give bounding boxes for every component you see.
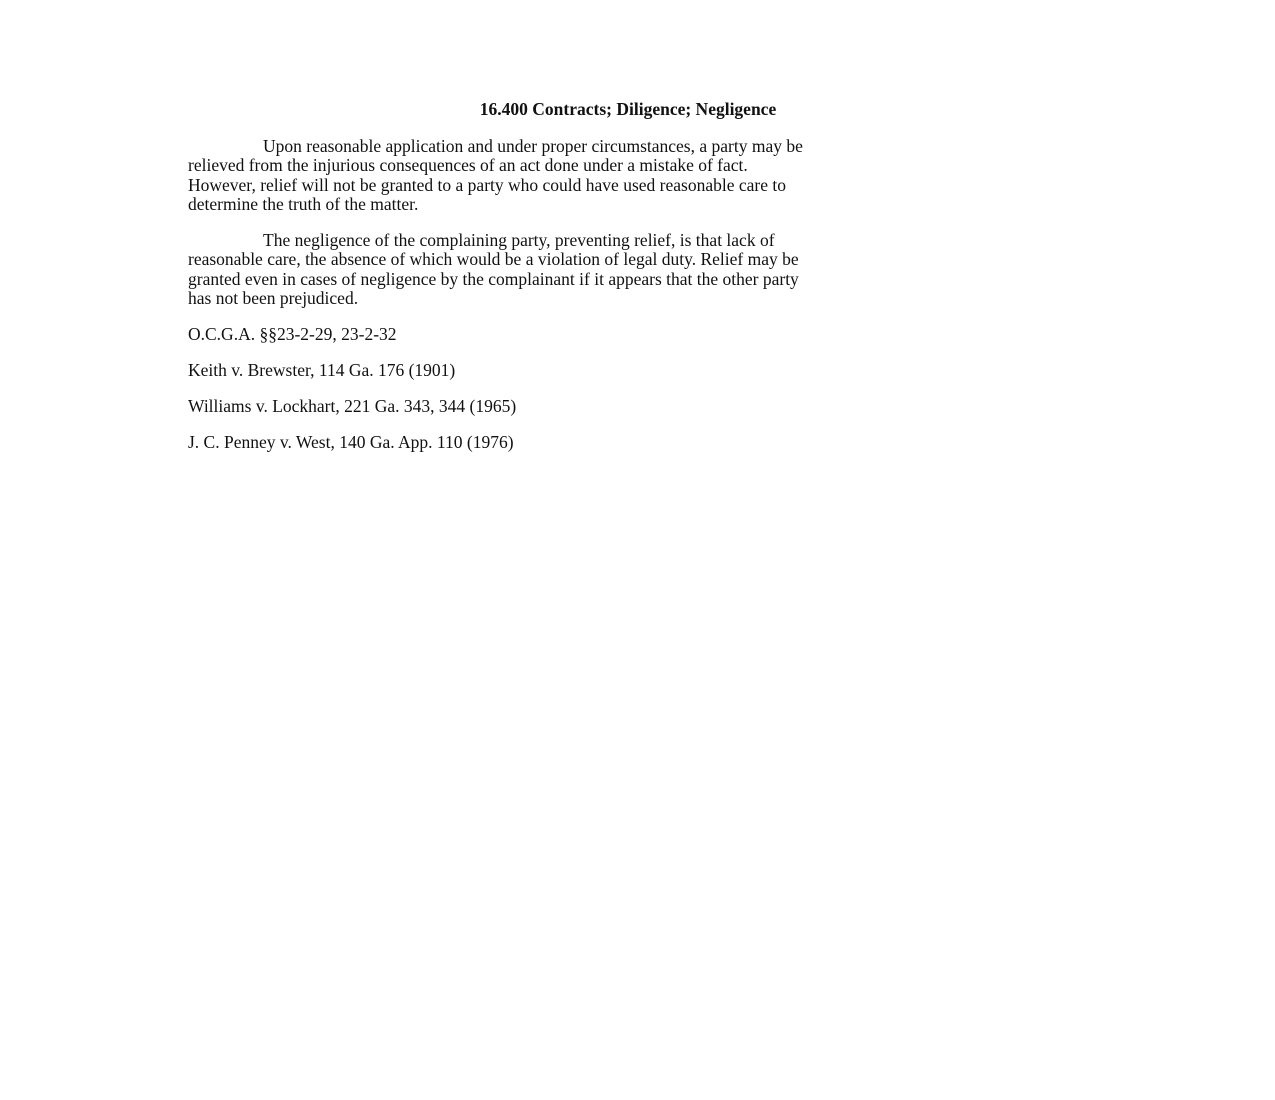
document-title: 16.400 Contracts; Diligence; Negligence <box>479 99 777 119</box>
paragraph-line: relieved from the injurious consequences of an act done under a mistake of fact. <box>188 155 748 176</box>
paragraph-line: Upon reasonable application and under proper circumstances, a party may be <box>263 136 803 156</box>
paragraph-line: granted even in cases of negligence by the complainant if it appears that the other party <box>188 268 799 289</box>
document-page <box>188 98 1068 469</box>
citation-case: J. C. Penney v. West, 140 Ga. App. 110 (1976) <box>188 431 514 452</box>
paragraph-mistake-of-fact <box>188 137 1068 214</box>
paragraph-negligence <box>188 231 1068 308</box>
citation-case: Williams v. Lockhart, 221 Ga. 343, 344 (1965) <box>188 395 517 416</box>
paragraph-line: However, relief will not be granted to a party who could have used reasonable care to <box>188 174 786 195</box>
citation-statute: O.C.G.A. §§23-2-29, 23-2-32 <box>188 324 397 345</box>
citation-case: Keith v. Brewster, 114 Ga. 176 (1901) <box>188 360 456 381</box>
paragraph-line: reasonable care, the absence of which would be a violation of legal duty. Relief may be <box>188 249 799 270</box>
paragraph-line: has not been prejudiced. <box>188 288 359 309</box>
paragraph-line: The negligence of the complaining party, preventing relief, is that lack of <box>263 230 775 251</box>
paragraph-line: determine the truth of the matter. <box>188 193 419 214</box>
